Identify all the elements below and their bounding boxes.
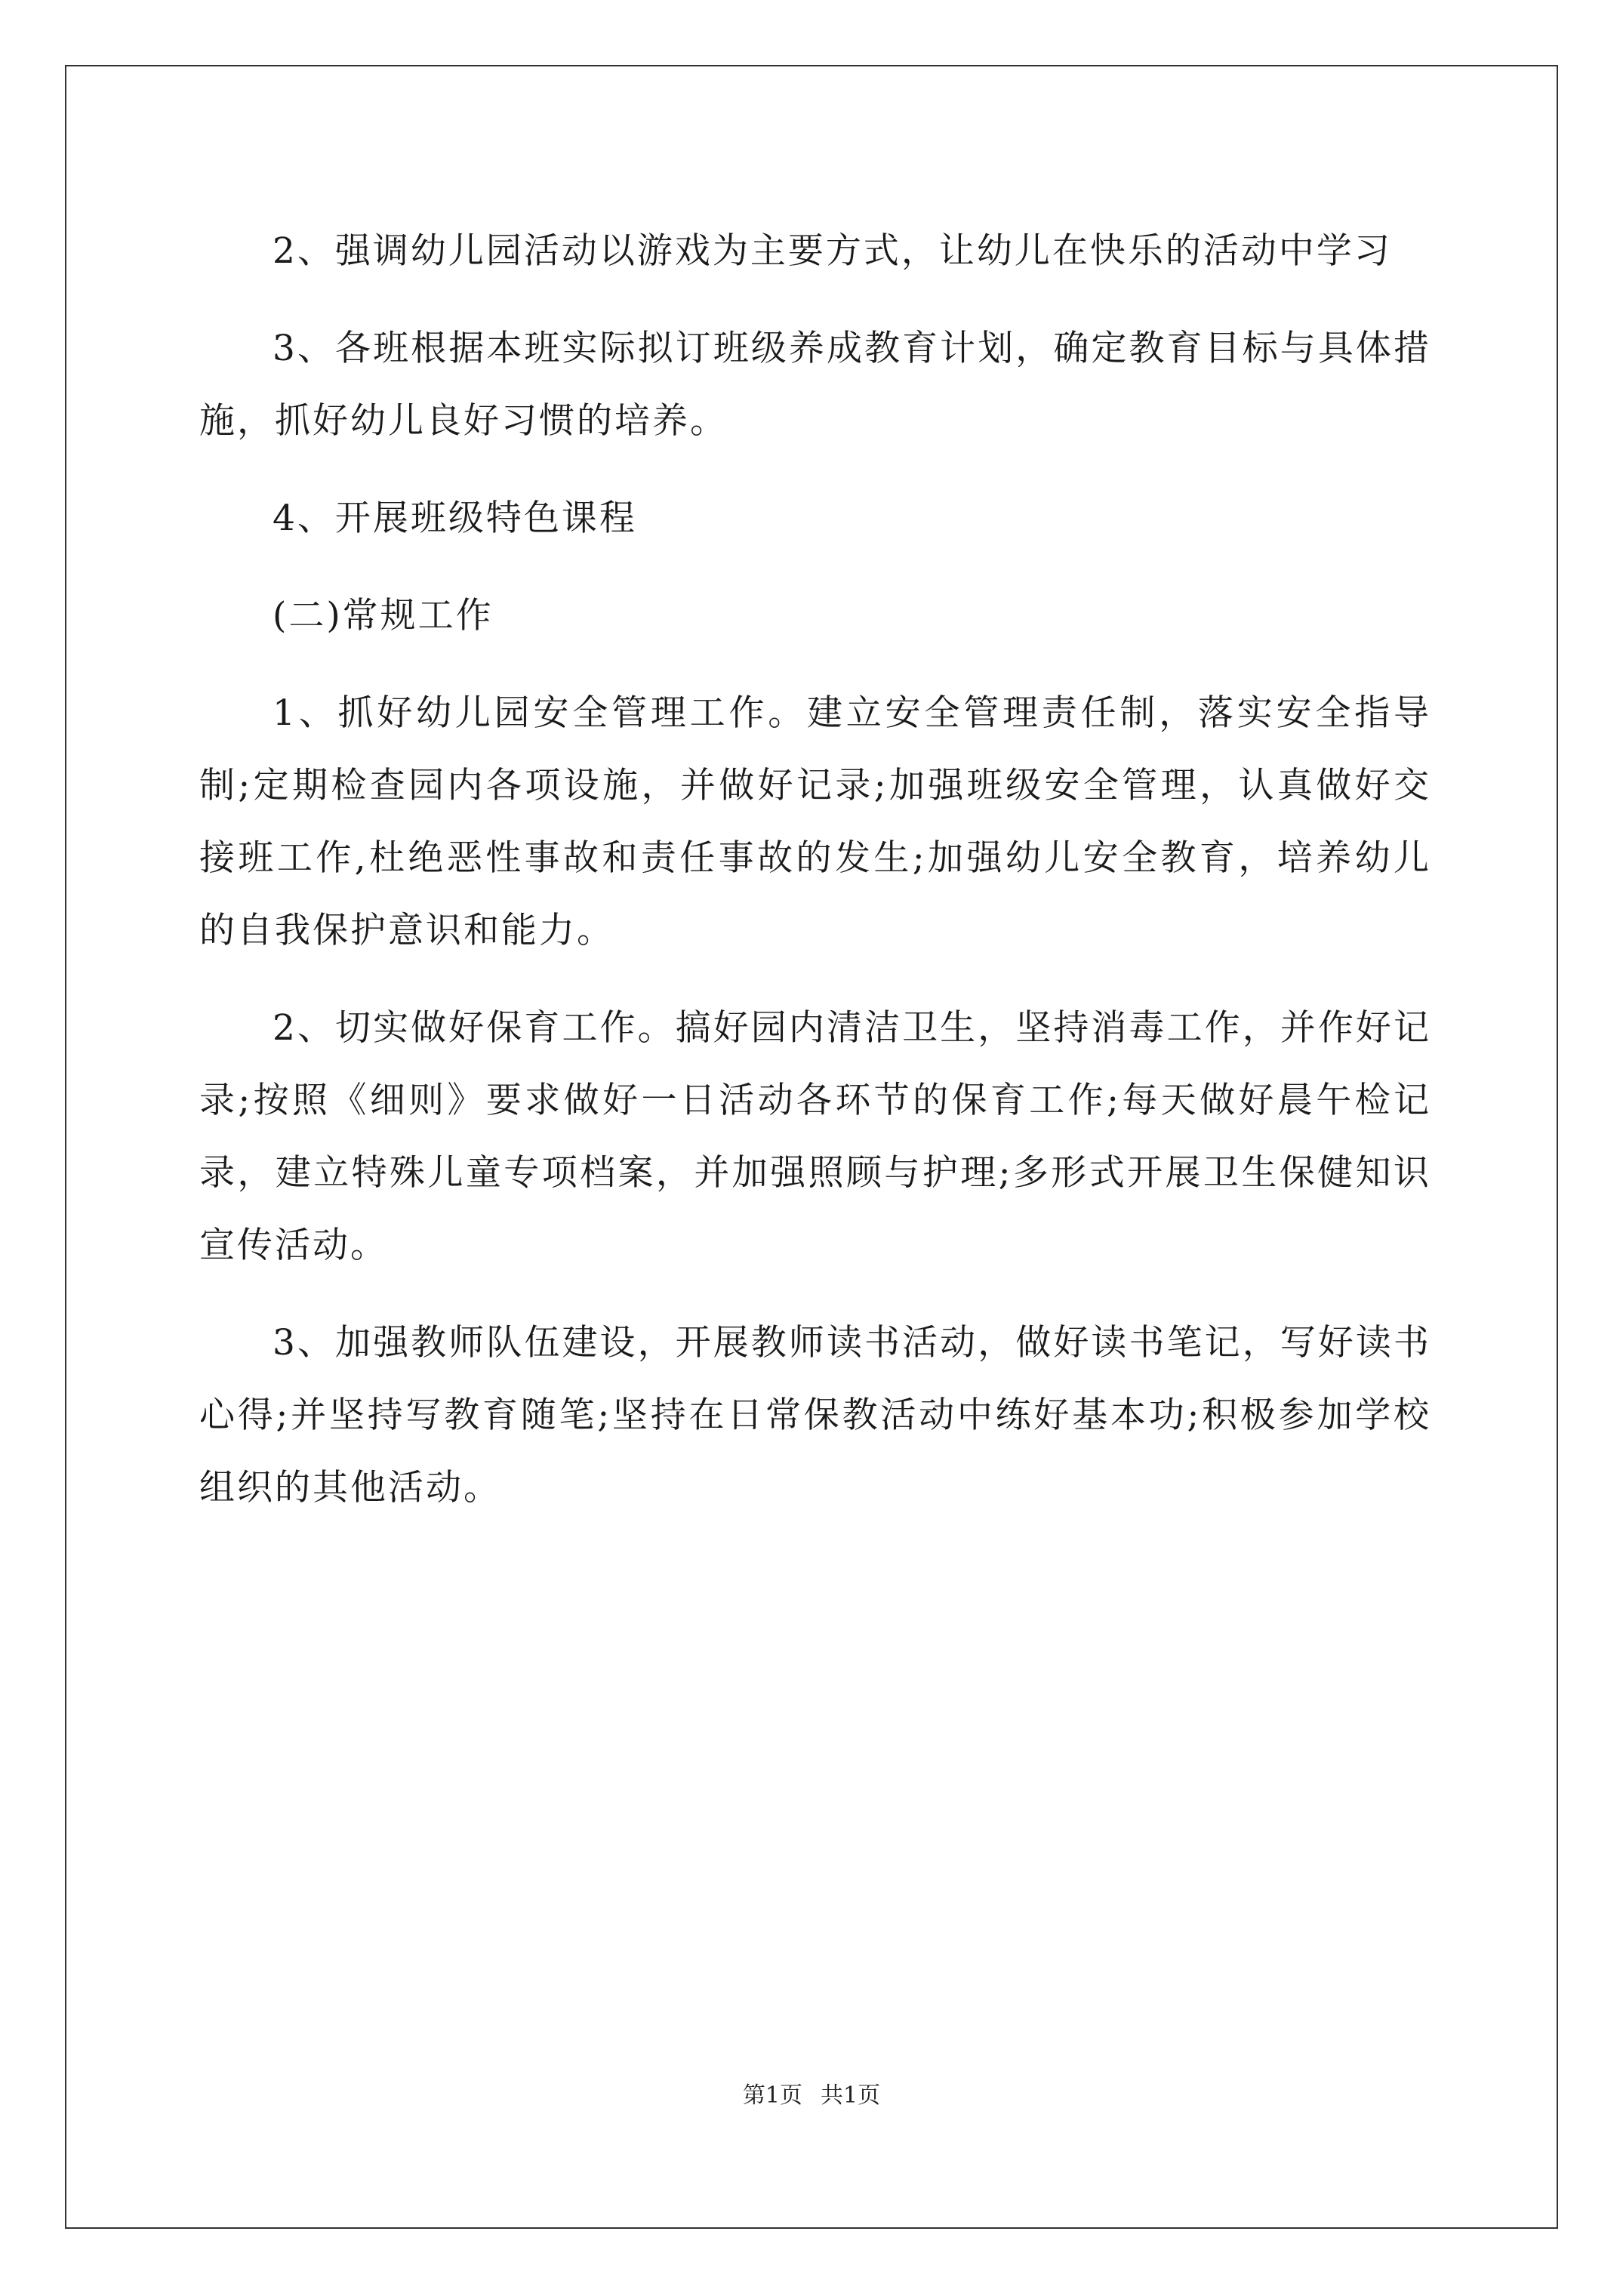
page-number: 第1页 [742, 2082, 802, 2109]
paragraph-item-3: 3、各班根据本班实际拟订班级养成教育计划，确定教育目标与具体措施，抓好幼儿良好习惯的培养。 [199, 328, 1431, 442]
page-footer [0, 2076, 1623, 2110]
paragraph-teacher-development: 3、加强教师队伍建设，开展教师读书活动，做好读书笔记，写好读书心得;并坚持写教育随笔;坚持在日常保教活动中练好基本功;积极参加学校组织的其他活动。 [199, 1322, 1431, 1509]
paragraph-item-2: 2、强调幼儿园活动以游戏为主要方式，让幼儿在快乐的活动中学习 [273, 230, 1392, 272]
paragraph-item-4: 4、开展班级特色课程 [273, 498, 637, 539]
page-total: 共1页 [821, 2082, 881, 2109]
paragraph-safety-management: 1、抓好幼儿园安全管理工作。建立安全管理责任制，落实安全指导制;定期检查园内各项设施，并做好记录;加强班级安全管理，认真做好交接班工作,杜绝恶性事故和责任事故的发生;加强幼儿安全教育，培养幼儿的自我保护意识和能力。 [199, 692, 1431, 951]
section-heading-routine-work: (二)常规工作 [273, 595, 494, 636]
paragraph-childcare-work: 2、切实做好保育工作。搞好园内清洁卫生，坚持消毒工作，并作好记录;按照《细则》要求做好一日活动各环节的保育工作;每天做好晨午检记录，建立特殊儿童专项档案，并加强照顾与护理;多形式开展卫生保健知识宣传活动。 [199, 1007, 1431, 1266]
document-body [199, 215, 1431, 1549]
